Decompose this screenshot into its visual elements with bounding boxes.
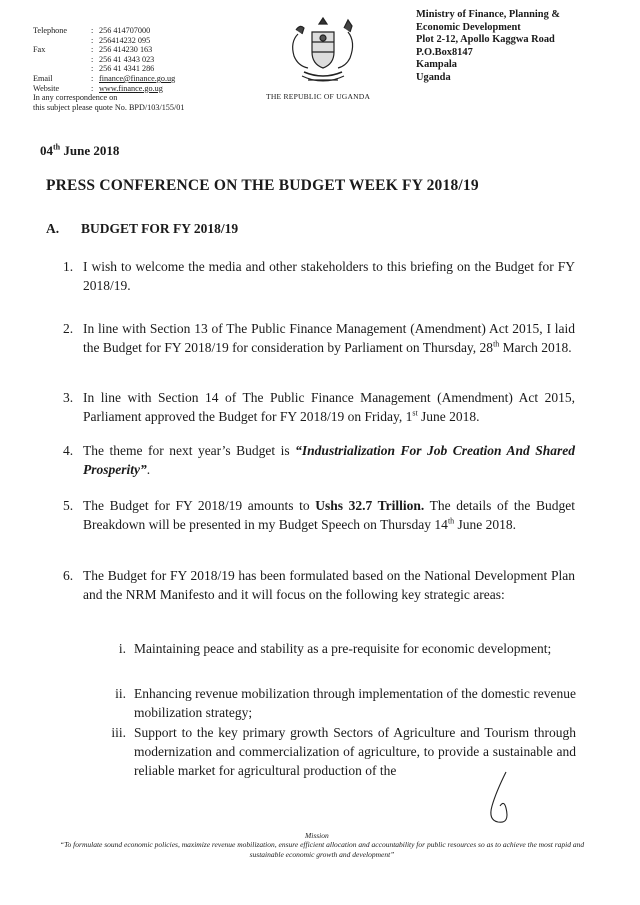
list-item-iii: iii. Support to the key primary growth Sectors of Agriculture and Tourism through modernization and commercialization of agriculture, to provide a sustainable and reliable market for agricultural production of the: [111, 725, 576, 778]
paragraph-4: 4. The theme for next year’s Budget is “Industrialization For Job Creation And Shared Prosperity”.: [63, 443, 575, 477]
list-item-ii: ii. Enhancing revenue mobilization through implementation of the domestic revenue mobilization strategy;: [115, 686, 576, 720]
address-line: Economic Development: [416, 21, 521, 33]
mission-statement: “To formulate sound economic policies, maximize revenue mobilization, ensure efficient allocation and accountability for public resources so as to achieve the most rapid and sustainable economic growth and development”: [59, 840, 585, 859]
list-item-i: i. Maintaining peace and stability as a pre-requisite for economic development;: [118, 641, 552, 656]
address-line: Plot 2-12, Apollo Kaggwa Road: [416, 34, 555, 46]
letter-date: 04th June 2018: [40, 142, 120, 158]
contact-value: 256 41 4343 023: [99, 54, 155, 64]
contact-block: Telephone : 256 414707000 : 256414232 095 Fax : 256 414230 163 : 256 41 4343 023 : 256 41 4341 286 Email : finance@finance.go.ug Website : www.finance.go.ug In any correspondence on this subject please quote No. BPD/103/155/01: [33, 26, 185, 112]
paragraph-2: 2. In line with Section 13 of The Public Finance Management (Amendment) Act 2015, I laid the Budget for FY 2018/19 for consideration by Parliament on Thursday, 28th March 2018.: [63, 321, 575, 355]
reference-number: this subject please quote No. BPD/103/155/01: [33, 102, 185, 112]
website-link[interactable]: www.finance.go.ug: [99, 83, 163, 93]
address-line: Uganda: [416, 71, 451, 83]
address-line: Kampala: [416, 59, 457, 71]
paragraph-3: 3. In line with Section 14 of The Public Finance Management (Amendment) Act 2015, Parliament approved the Budget for FY 2018/19 on Friday, 1st June 2018.: [63, 390, 575, 424]
contact-value: 256 414230 163: [99, 45, 153, 55]
mission-heading: Mission: [305, 831, 329, 840]
contact-label: Email: [33, 73, 53, 83]
document-title: PRESS CONFERENCE ON THE BUDGET WEEK FY 2018/19: [46, 177, 479, 194]
signature-icon: [478, 770, 528, 830]
contact-label: Website: [33, 83, 60, 93]
paragraph-5: 5. The Budget for FY 2018/19 amounts to Ushs 32.7 Trillion. The details of the Budget Breakdown will be presented in my Budget Speech on Thursday 14th June 2018.: [63, 498, 575, 532]
budget-theme: “Industrialization For Job Creation And Shared Prosperity”: [83, 443, 575, 477]
section-title: BUDGET FOR FY 2018/19: [81, 221, 239, 236]
paragraph-1: 1. I wish to welcome the media and other stakeholders to this briefing on the Budget for FY 2018/19.: [63, 259, 575, 293]
address-line: Ministry of Finance, Planning &: [416, 9, 561, 20]
address-line: P.O.Box8147: [416, 46, 473, 58]
paragraph-6: 6. The Budget for FY 2018/19 has been formulated based on the National Development Plan and the NRM Manifesto and it will focus on the following key strategic areas:: [63, 568, 575, 602]
contact-value: 256414232 095: [99, 35, 151, 45]
email-link[interactable]: finance@finance.go.ug: [99, 73, 176, 83]
reference-note: In any correspondence on: [33, 93, 118, 103]
contact-value: 256 41 4341 286: [99, 64, 155, 74]
section-letter: A.: [46, 221, 60, 236]
contact-label: Telephone: [33, 26, 67, 35]
budget-amount: Ushs 32.7 Trillion.: [315, 498, 425, 513]
contact-value: 256 414707000: [99, 26, 151, 35]
ministry-address: [416, 9, 560, 85]
coat-of-arms-icon: [278, 14, 368, 92]
republic-caption: THE REPUBLIC OF UGANDA: [266, 92, 371, 101]
contact-label: Fax: [33, 45, 46, 55]
